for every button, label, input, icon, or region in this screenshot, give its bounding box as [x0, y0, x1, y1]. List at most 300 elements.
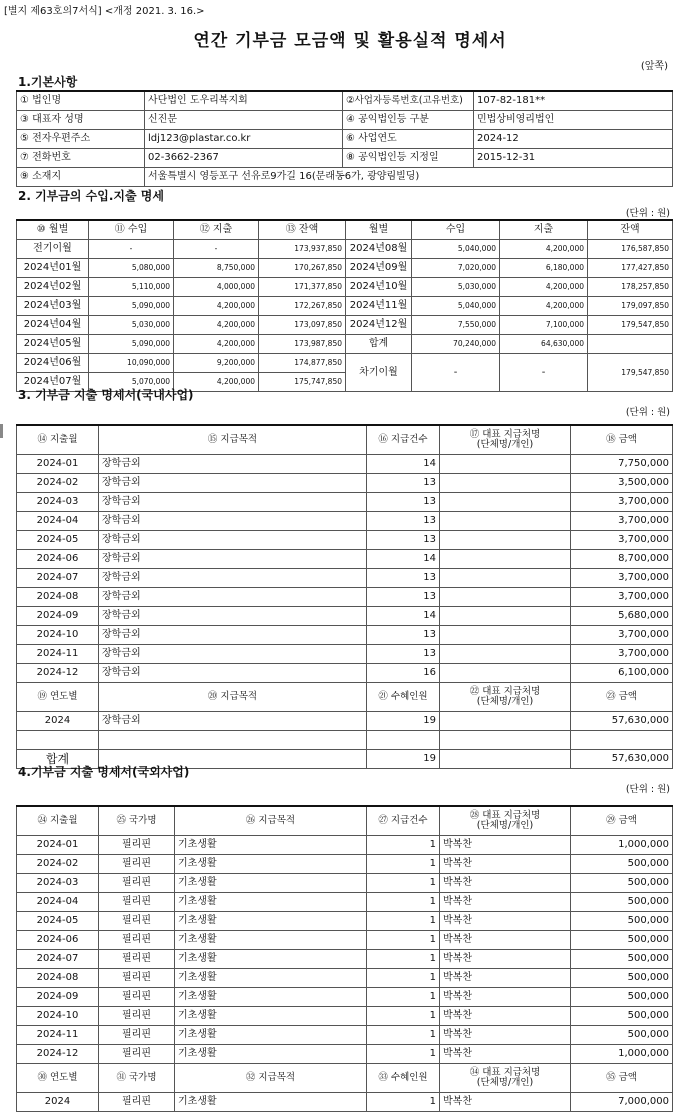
label-cell: ⑨ 소재지 — [17, 168, 145, 187]
col-header: ⑫ 지출 — [174, 220, 259, 240]
cell: 14 — [367, 455, 440, 474]
cell: 178,257,850 — [588, 278, 673, 297]
cell: 1 — [367, 988, 440, 1007]
cell — [440, 750, 571, 769]
section3-title: 3. 기부금 지출 명세서(국내사업) — [18, 388, 194, 402]
basic-info-table — [16, 90, 673, 187]
cell: 2024 — [17, 1093, 99, 1112]
value-cell: 서울특별시 영등포구 선유로9가길 16(문래동6가, 광양림빌딩) — [145, 168, 673, 187]
cell: 500,000 — [571, 912, 673, 931]
cell: - — [412, 354, 500, 392]
cell: 4,200,000 — [174, 373, 259, 392]
cell: 1,000,000 — [571, 1045, 673, 1064]
cell: 2024-07 — [17, 950, 99, 969]
col-header: ㉚ 연도별 — [17, 1064, 99, 1093]
cell: 기초생활 — [175, 1045, 367, 1064]
cell: 500,000 — [571, 969, 673, 988]
table-row — [17, 278, 673, 297]
cell: 500,000 — [571, 893, 673, 912]
cell: 179,547,850 — [588, 354, 673, 392]
table-row — [17, 931, 673, 950]
cell: 장학금외 — [99, 455, 367, 474]
col-header: 수입 — [412, 220, 500, 240]
cell — [440, 531, 571, 550]
income-expense-table — [16, 219, 673, 392]
cell — [440, 493, 571, 512]
cell: 필리핀 — [99, 855, 175, 874]
cell: 64,630,000 — [500, 335, 588, 354]
cell: 2024-03 — [17, 874, 99, 893]
label-cell: ③ 대표자 성명 — [17, 111, 145, 130]
cell: 장학금외 — [99, 712, 367, 731]
cell: 3,500,000 — [571, 474, 673, 493]
cell: 2024-12 — [17, 1045, 99, 1064]
col-header: ㉔ 지출월 — [17, 806, 99, 836]
cell: 1 — [367, 969, 440, 988]
table-row — [17, 168, 673, 187]
header-row — [17, 806, 673, 836]
cell: 6,100,000 — [571, 664, 673, 683]
cell: 기초생활 — [175, 969, 367, 988]
header-line: (단체명/개인) — [476, 820, 534, 831]
cell: 173,097,850 — [259, 316, 346, 335]
table-row — [17, 912, 673, 931]
table-row — [17, 664, 673, 683]
table-row — [17, 455, 673, 474]
table-row — [17, 474, 673, 493]
cell: 2024-01 — [17, 455, 99, 474]
col-header: ㉜ 지급목적 — [175, 1064, 367, 1093]
cell: 2024-05 — [17, 912, 99, 931]
table-row — [17, 130, 673, 149]
table-row — [17, 550, 673, 569]
cell: 장학금외 — [99, 645, 367, 664]
cell: 3,700,000 — [571, 645, 673, 664]
table-row — [17, 1026, 673, 1045]
table-row — [17, 512, 673, 531]
cell: 7,000,000 — [571, 1093, 673, 1112]
col-header: ㉗ 지급건수 — [367, 806, 440, 836]
section4-title: 4.기부금 지출 명세서(국외사업) — [18, 765, 190, 779]
cell — [440, 712, 571, 731]
cell: 4,200,000 — [174, 335, 259, 354]
cell: 10,090,000 — [89, 354, 174, 373]
cell: 박복찬 — [440, 1093, 571, 1112]
table-row — [17, 731, 673, 750]
cell: 2024-09 — [17, 988, 99, 1007]
table-row — [17, 259, 673, 278]
cell: 13 — [367, 588, 440, 607]
cell: 2024-04 — [17, 893, 99, 912]
value-cell: 2024-12 — [474, 130, 673, 149]
cell: 2024-02 — [17, 855, 99, 874]
cell: 5,040,000 — [412, 297, 500, 316]
cell: 장학금외 — [99, 664, 367, 683]
cell: 5,090,000 — [89, 335, 174, 354]
cell: 500,000 — [571, 1007, 673, 1026]
cell: 필리핀 — [99, 1045, 175, 1064]
table-row — [17, 316, 673, 335]
cell: 57,630,000 — [571, 750, 673, 769]
cell: 176,587,850 — [588, 240, 673, 259]
cell: 기초생활 — [175, 950, 367, 969]
table-row — [17, 836, 673, 855]
cell — [440, 455, 571, 474]
cell: 2024-06 — [17, 550, 99, 569]
cell — [440, 550, 571, 569]
header-line: (단체명/개인) — [476, 696, 534, 707]
value-cell: 신진문 — [145, 111, 343, 130]
table-row — [17, 950, 673, 969]
value-cell: 민법상비영리법인 — [474, 111, 673, 130]
table-row — [17, 569, 673, 588]
cell: 박복찬 — [440, 931, 571, 950]
cell: - — [500, 354, 588, 392]
cell: 장학금외 — [99, 493, 367, 512]
cell: 기초생활 — [175, 912, 367, 931]
cell: 4,200,000 — [174, 297, 259, 316]
cell: 3,700,000 — [571, 493, 673, 512]
header-row — [17, 1064, 673, 1093]
cell: 500,000 — [571, 950, 673, 969]
cell: 70,240,000 — [412, 335, 500, 354]
table-row — [17, 645, 673, 664]
cell: 1,000,000 — [571, 836, 673, 855]
cell: 2024-07 — [17, 569, 99, 588]
table-row — [17, 893, 673, 912]
cell: 57,630,000 — [571, 712, 673, 731]
cell: 5,110,000 — [89, 278, 174, 297]
cell: 500,000 — [571, 1026, 673, 1045]
unit-label: (단위 : 원) — [625, 407, 670, 418]
cell: 13 — [367, 493, 440, 512]
cell: 기초생활 — [175, 1093, 367, 1112]
cell: 2024-11 — [17, 645, 99, 664]
cell: 2024년06월 — [17, 354, 89, 373]
cell: 기초생활 — [175, 1007, 367, 1026]
table-row — [17, 240, 673, 259]
cell: 필리핀 — [99, 874, 175, 893]
cell: 179,097,850 — [588, 297, 673, 316]
cell: 7,020,000 — [412, 259, 500, 278]
cell: 500,000 — [571, 874, 673, 893]
col-header: ㉓ 금액 — [571, 683, 673, 712]
cell: 7,100,000 — [500, 316, 588, 335]
cell: 19 — [367, 750, 440, 769]
table-row — [17, 1007, 673, 1026]
col-header — [440, 683, 571, 712]
cell: 장학금외 — [99, 626, 367, 645]
cell: 16 — [367, 664, 440, 683]
cell: 2024년11월 — [346, 297, 412, 316]
cell: 7,750,000 — [571, 455, 673, 474]
cell: 2024-08 — [17, 588, 99, 607]
header-row — [17, 683, 673, 712]
table-row — [17, 607, 673, 626]
cell: 필리핀 — [99, 931, 175, 950]
cell: 기초생활 — [175, 931, 367, 950]
cell: 2024-02 — [17, 474, 99, 493]
col-header: 월별 — [346, 220, 412, 240]
cell — [571, 731, 673, 750]
cell — [588, 335, 673, 354]
col-header — [440, 1064, 571, 1093]
cell — [440, 512, 571, 531]
form-number: [별지 제63호의7서식] <개정 2021. 3. 16.> — [4, 6, 205, 17]
cell: 2024년05월 — [17, 335, 89, 354]
cell: 1 — [367, 950, 440, 969]
cell: 173,937,850 — [259, 240, 346, 259]
unit-label: (단위 : 원) — [625, 784, 670, 795]
cell: - — [174, 240, 259, 259]
cell: 1 — [367, 874, 440, 893]
table-row — [17, 712, 673, 731]
col-header — [440, 425, 571, 455]
label-cell: ④ 공익법인등 구분 — [343, 111, 474, 130]
cell: 8,750,000 — [174, 259, 259, 278]
col-header: ⑱ 금액 — [571, 425, 673, 455]
table-row — [17, 855, 673, 874]
cell: 2024년12월 — [346, 316, 412, 335]
cell: 전기이월 — [17, 240, 89, 259]
label-cell: ⑥ 사업연도 — [343, 130, 474, 149]
cell: 2024-08 — [17, 969, 99, 988]
cell: 장학금외 — [99, 474, 367, 493]
cell: 3,700,000 — [571, 569, 673, 588]
cell: 2024-11 — [17, 1026, 99, 1045]
cell: 필리핀 — [99, 1093, 175, 1112]
header-line: ㉘ 대표 지급처명 — [469, 810, 541, 821]
table-row — [17, 1045, 673, 1064]
cell: 175,747,850 — [259, 373, 346, 392]
cell: 174,877,850 — [259, 354, 346, 373]
cell — [440, 626, 571, 645]
cell: 5,030,000 — [412, 278, 500, 297]
cell: 4,200,000 — [500, 240, 588, 259]
cell — [440, 645, 571, 664]
table-row — [17, 626, 673, 645]
cell: 2024년07월 — [17, 373, 89, 392]
header-row — [17, 425, 673, 455]
table-row — [17, 493, 673, 512]
cell: 기초생활 — [175, 855, 367, 874]
cell: 4,200,000 — [174, 316, 259, 335]
value-cell: ldj123@plastar.co.kr — [145, 130, 343, 149]
header-line: ㉒ 대표 지급처명 — [469, 686, 541, 697]
table-row — [17, 91, 673, 111]
cell — [440, 588, 571, 607]
overseas-expense-table — [16, 805, 673, 1112]
table-row — [17, 969, 673, 988]
cell: 13 — [367, 645, 440, 664]
cell: 박복찬 — [440, 969, 571, 988]
cell: 13 — [367, 474, 440, 493]
col-header: ㉕ 국가명 — [99, 806, 175, 836]
table-row — [17, 1093, 673, 1112]
col-header: 지출 — [500, 220, 588, 240]
table-row — [17, 531, 673, 550]
cell — [99, 731, 367, 750]
label-cell: ① 법인명 — [17, 91, 145, 111]
cell: 기초생활 — [175, 1026, 367, 1045]
cell: 172,267,850 — [259, 297, 346, 316]
cell: 박복찬 — [440, 950, 571, 969]
col-header: ㉙ 금액 — [571, 806, 673, 836]
cell: 4,000,000 — [174, 278, 259, 297]
col-header: ㉟ 금액 — [571, 1064, 673, 1093]
value-cell: 02-3662-2367 — [145, 149, 343, 168]
cell: 3,700,000 — [571, 512, 673, 531]
cell: 박복찬 — [440, 1045, 571, 1064]
header-line: ㉞ 대표 지급처명 — [469, 1067, 541, 1078]
cell: 9,200,000 — [174, 354, 259, 373]
cell: 박복찬 — [440, 855, 571, 874]
cell: 2024년04월 — [17, 316, 89, 335]
cell: 173,987,850 — [259, 335, 346, 354]
total-label: 합계 — [17, 750, 99, 769]
cell: 1 — [367, 1026, 440, 1045]
col-header: ⑩ 월별 — [17, 220, 89, 240]
cell: 2024년08월 — [346, 240, 412, 259]
header-line: (단체명/개인) — [476, 439, 534, 450]
label-cell: ⑦ 전화번호 — [17, 149, 145, 168]
cell: 박복찬 — [440, 988, 571, 1007]
cell: 장학금외 — [99, 531, 367, 550]
cell: 5,680,000 — [571, 607, 673, 626]
col-header: ⑳ 지급목적 — [99, 683, 367, 712]
table-row — [17, 988, 673, 1007]
section1-title: 1.기본사항 — [18, 75, 78, 89]
col-header — [440, 806, 571, 836]
cell: 3,700,000 — [571, 531, 673, 550]
cell: 2024-06 — [17, 931, 99, 950]
table-row — [17, 149, 673, 168]
cell: 장학금외 — [99, 550, 367, 569]
col-header: ㉖ 지급목적 — [175, 806, 367, 836]
cell: 500,000 — [571, 855, 673, 874]
cell: 5,090,000 — [89, 297, 174, 316]
cell: 2024년01월 — [17, 259, 89, 278]
cell: 7,550,000 — [412, 316, 500, 335]
cell: 장학금외 — [99, 512, 367, 531]
label-cell: ⑤ 전자우편주소 — [17, 130, 145, 149]
cell: 8,700,000 — [571, 550, 673, 569]
value-cell: 사단법인 도우리복지회 — [145, 91, 343, 111]
cell: 1 — [367, 1093, 440, 1112]
cell: 13 — [367, 531, 440, 550]
margin-mark — [0, 424, 3, 438]
cell: 5,080,000 — [89, 259, 174, 278]
cell: 필리핀 — [99, 950, 175, 969]
cell — [440, 731, 571, 750]
front-side-label: (앞쪽) — [640, 61, 668, 72]
col-header: ⑭ 지출월 — [17, 425, 99, 455]
cell: 13 — [367, 626, 440, 645]
cell — [440, 474, 571, 493]
table-row — [17, 874, 673, 893]
cell: 171,377,850 — [259, 278, 346, 297]
table-row — [17, 111, 673, 130]
cell: 14 — [367, 550, 440, 569]
cell: 2024-12 — [17, 664, 99, 683]
cell: 1 — [367, 912, 440, 931]
cell: 필리핀 — [99, 912, 175, 931]
cell: 2024-10 — [17, 626, 99, 645]
col-header: ⑲ 연도별 — [17, 683, 99, 712]
cell: 필리핀 — [99, 836, 175, 855]
cell: 2024년10월 — [346, 278, 412, 297]
cell: 박복찬 — [440, 874, 571, 893]
col-header: 잔액 — [588, 220, 673, 240]
cell: 13 — [367, 569, 440, 588]
col-header: ⑪ 수입 — [89, 220, 174, 240]
carry-over-label: 차기이월 — [346, 354, 412, 392]
col-header: ⑯ 지급건수 — [367, 425, 440, 455]
cell: 1 — [367, 1045, 440, 1064]
cell: 기초생활 — [175, 874, 367, 893]
cell: 장학금외 — [99, 607, 367, 626]
table-row — [17, 335, 673, 354]
header-row — [17, 220, 673, 240]
cell: 필리핀 — [99, 1007, 175, 1026]
cell: 1 — [367, 1007, 440, 1026]
cell: 13 — [367, 512, 440, 531]
cell: 2024-01 — [17, 836, 99, 855]
cell: 177,427,850 — [588, 259, 673, 278]
page-title: 연간 기부금 모금액 및 활용실적 명세서 — [193, 31, 507, 51]
cell: 기초생활 — [175, 893, 367, 912]
domestic-expense-table — [16, 424, 673, 769]
cell: 3,700,000 — [571, 626, 673, 645]
cell: 장학금외 — [99, 588, 367, 607]
cell: 박복찬 — [440, 836, 571, 855]
cell: 1 — [367, 893, 440, 912]
cell: 5,040,000 — [412, 240, 500, 259]
header-line: ⑰ 대표 지급처명 — [469, 429, 541, 440]
label-cell: ②사업자등록번호(고유번호) — [343, 91, 474, 111]
cell: 5,070,000 — [89, 373, 174, 392]
table-row — [17, 297, 673, 316]
cell: 2024-04 — [17, 512, 99, 531]
cell: 170,267,850 — [259, 259, 346, 278]
col-header: ⑮ 지급목적 — [99, 425, 367, 455]
label-cell: ⑧ 공익법인등 지정일 — [343, 149, 474, 168]
col-header: ㉝ 수혜인원 — [367, 1064, 440, 1093]
table-row — [17, 354, 673, 373]
header-line: (단체명/개인) — [476, 1077, 534, 1088]
cell: - — [89, 240, 174, 259]
cell: 2024년03월 — [17, 297, 89, 316]
cell: 장학금외 — [99, 569, 367, 588]
cell: 2024-03 — [17, 493, 99, 512]
cell: 기초생활 — [175, 988, 367, 1007]
cell: 2024 — [17, 712, 99, 731]
cell — [440, 607, 571, 626]
cell: 3,700,000 — [571, 588, 673, 607]
cell: 5,030,000 — [89, 316, 174, 335]
cell: 2024-10 — [17, 1007, 99, 1026]
cell: 2024년09월 — [346, 259, 412, 278]
cell: 1 — [367, 855, 440, 874]
cell: 2024-05 — [17, 531, 99, 550]
cell: 4,200,000 — [500, 278, 588, 297]
col-header: ㉛ 국가명 — [99, 1064, 175, 1093]
cell: 14 — [367, 607, 440, 626]
section2-title: 2. 기부금의 수입.지출 명세 — [18, 189, 164, 203]
value-cell: 2015-12-31 — [474, 149, 673, 168]
cell: 필리핀 — [99, 969, 175, 988]
table-row — [17, 588, 673, 607]
